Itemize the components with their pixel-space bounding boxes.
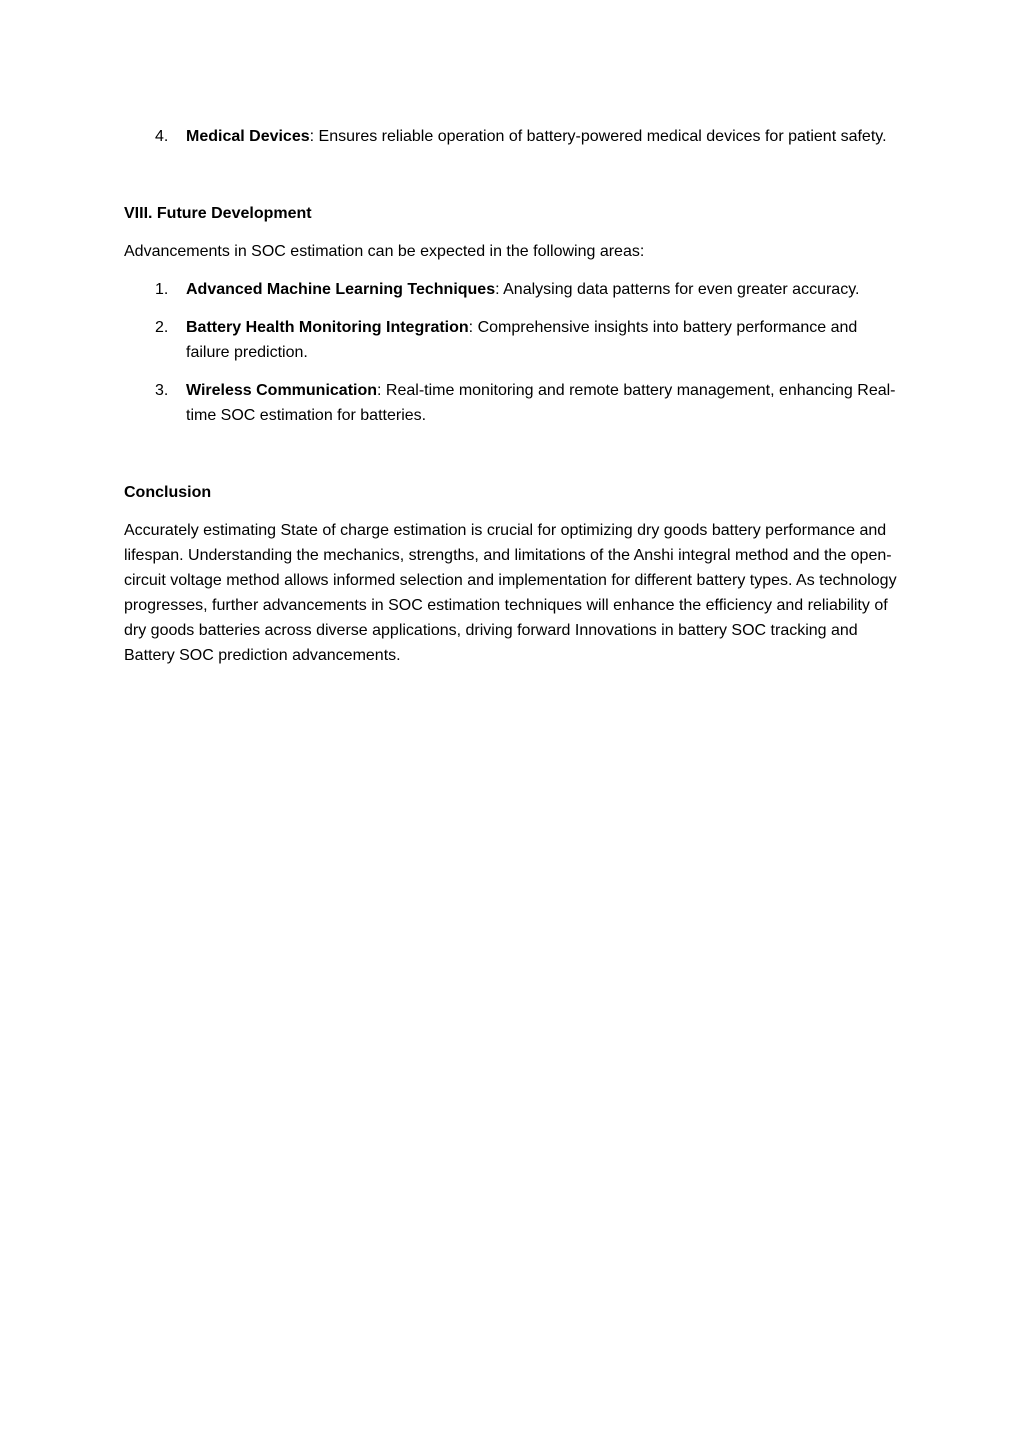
list-number: 2.	[155, 319, 169, 336]
list-item-text: : Analysing data patterns for even greater accuracy.	[495, 281, 860, 298]
list-item-text: : Real-time monitoring and remote battery management, enhancing Real-time SOC estimation for batteries.	[186, 382, 896, 424]
list-number: 1.	[155, 281, 169, 298]
list-item-medical-devices	[124, 124, 899, 149]
conclusion-paragraph: Accurately estimating State of charge estimation is crucial for optimizing dry goods battery performance and lifespan. Understanding the mechanics, strengths, and limitations of the Anshi integral method and the open-circuit voltage method allows informed selection and implementation for different battery types. As technology progresses, further advancements in SOC estimation techniques will enhance the efficiency and reliability of dry goods batteries across diverse applications, driving forward Innovations in battery SOC tracking and Battery SOC prediction advancements.	[124, 522, 897, 664]
list-item-machine-learning	[124, 277, 899, 302]
future-intro-paragraph: Advancements in SOC estimation can be expected in the following areas:	[124, 243, 645, 260]
list-item-text: : Comprehensive insights into battery performance and failure prediction.	[186, 319, 858, 361]
section-heading-conclusion: Conclusion	[124, 484, 212, 501]
list-number: 4.	[155, 128, 169, 145]
list-number: 3.	[155, 382, 169, 399]
list-item-term: Advanced Machine Learning Techniques	[186, 281, 496, 298]
list-item-text: : Ensures reliable operation of battery-powered medical devices for patient safety.	[309, 128, 887, 145]
section-heading-future-development: VIII. Future Development	[124, 205, 312, 222]
list-item-battery-health	[124, 315, 899, 365]
section-spacer	[124, 441, 899, 480]
document-page	[124, 124, 899, 681]
list-item-wireless-communication	[124, 378, 899, 428]
list-item-term: Wireless Communication	[186, 382, 378, 399]
list-item-term: Medical Devices	[186, 128, 310, 145]
section-spacer	[124, 162, 899, 201]
list-item-term: Battery Health Monitoring Integration	[186, 319, 469, 336]
